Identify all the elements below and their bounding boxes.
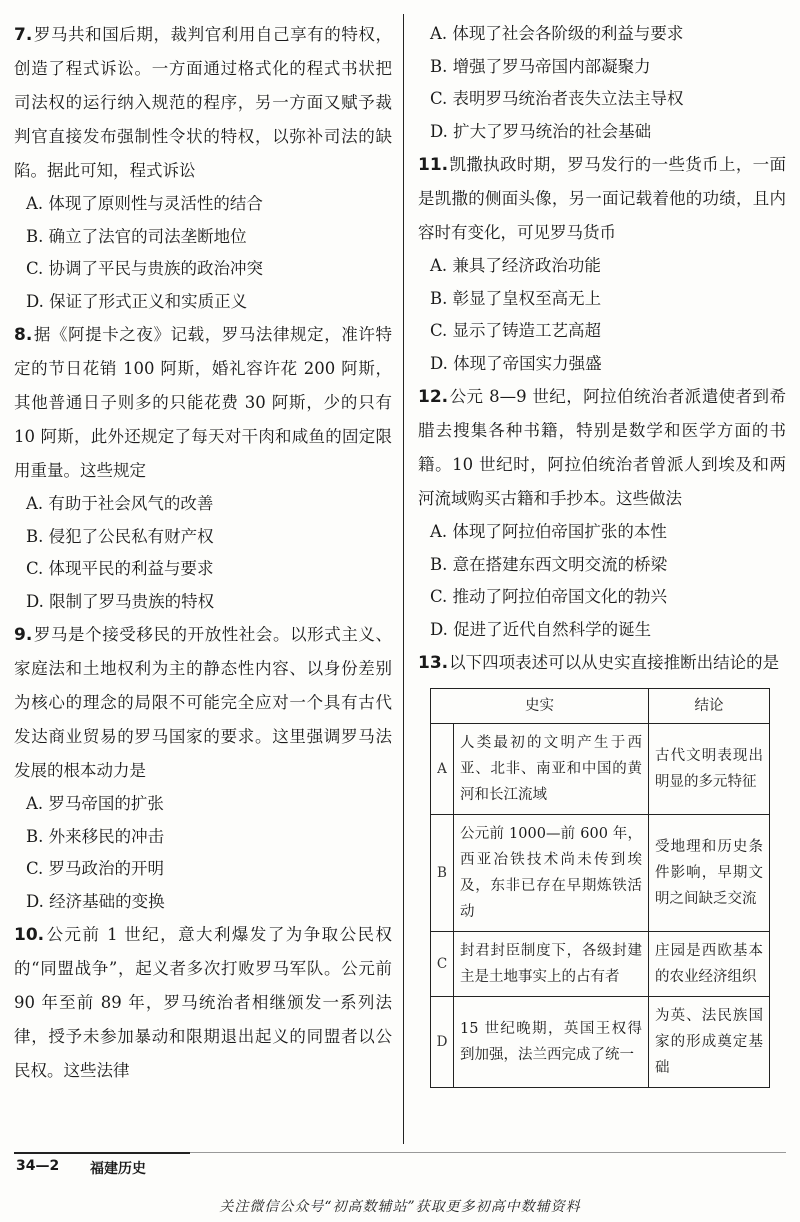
row-fact: 封君封臣制度下，各级封建主是土地事实上的占有者 (454, 932, 649, 997)
option-d[interactable]: D. 保证了形式正义和实质正义 (26, 291, 248, 311)
question-number: 12. (418, 387, 449, 407)
row-letter: D (431, 997, 454, 1088)
option-b[interactable]: B. 侵犯了公民私有财产权 (26, 526, 214, 546)
question-stem: 7.罗马共和国后期，裁判官利用自己享有的特权，创造了程式诉讼。一方面通过格式化的程式书状把司法权的运行纳入规范的程序，另一方面又赋予裁判官直接发布强制性令状的特权，以弥补司法的缺陷。据此可知，程式诉讼 (14, 25, 392, 180)
option-c[interactable]: C. 推动了阿拉伯帝国文化的勃兴 (430, 587, 668, 606)
option-d[interactable]: D. 促进了近代自然科学的诞生 (430, 619, 652, 639)
option-a[interactable]: A. 体现了社会各阶级的利益与要求 (430, 24, 684, 43)
question-13 (418, 646, 786, 1088)
question-number: 7. (14, 25, 33, 45)
row-conclusion: 为英、法民族国家的形成奠定基础 (649, 997, 770, 1088)
facts-table (430, 688, 770, 1088)
option-d[interactable]: D. 限制了罗马贵族的特权 (26, 591, 215, 611)
row-letter: B (431, 815, 454, 932)
row-conclusion: 受地理和历史条件影响，早期文明之间缺乏交流 (649, 815, 770, 932)
option-b[interactable]: B. 增强了罗马帝国内部凝聚力 (430, 56, 651, 76)
option-b[interactable]: B. 彰显了皇权至高无上 (430, 288, 602, 308)
option-b[interactable]: B. 确立了法官的司法垄断地位 (26, 226, 247, 246)
table-header-row (431, 689, 770, 724)
option-d[interactable]: D. 经济基础的变换 (26, 891, 165, 911)
option-d[interactable]: D. 扩大了罗马统治的社会基础 (430, 121, 652, 141)
option-a[interactable]: A. 兼具了经济政治功能 (430, 256, 601, 275)
question-stem: 8.据《阿提卡之夜》记载，罗马法律规定，准许特定的节日花销 100 阿斯，婚礼容许花 200 阿斯，其他普通日子则多的只能花费 30 阿斯，少的只有 10 阿斯，此外还规定了每天对干肉和咸鱼的固定限用重量。这些规定 (14, 325, 392, 480)
option-c[interactable]: C. 表明罗马统治者丧失立法主导权 (430, 89, 684, 108)
option-a[interactable]: A. 有助于社会风气的改善 (26, 494, 214, 513)
option-b[interactable]: B. 意在搭建东西文明交流的桥梁 (430, 554, 668, 574)
table-row[interactable] (431, 815, 770, 932)
option-c[interactable]: C. 协调了平民与贵族的政治冲突 (26, 259, 264, 278)
page-number: 34—2 (16, 1158, 60, 1174)
row-fact: 人类最初的文明产生于西亚、北非、南亚和中国的黄河和长江流域 (454, 724, 649, 815)
right-column (418, 18, 786, 1088)
option-c[interactable]: C. 罗马政治的开明 (26, 859, 165, 878)
question-11 (418, 148, 786, 380)
header-conclusion: 结论 (649, 689, 770, 724)
question-stem: 10.公元前 1 世纪，意大利爆发了为争取公民权的“同盟战争”，起义者多次打败罗马军队。公元前 90 年至前 89 年，罗马统治者相继颁发一系列法律，授予未参加暴动和限期退出起义的同盟者以公民权。这些法律 (14, 925, 392, 1080)
question-stem: 12.公元 8—9 世纪，阿拉伯统治者派遣使者到希腊去搜集各种书籍，特别是数学和医学方面的书籍。10 世纪时，阿拉伯统治者曾派人到埃及和两河流域购买古籍和手抄本。这些做法 (418, 387, 786, 508)
question-stem: 9.罗马是个接受移民的开放性社会。以形式主义、家庭法和土地权利为主的静态性内容、以身份差别为核心的理念的局限不可能完全应对一个具有古代发达商业贸易的罗马国家的要求。这里强调罗马法发展的根本动力是 (14, 625, 392, 780)
question-8 (14, 318, 392, 618)
question-7 (14, 18, 392, 318)
header-fact: 史实 (431, 689, 649, 724)
option-d[interactable]: D. 体现了帝国实力强盛 (430, 353, 602, 373)
table-row[interactable] (431, 932, 770, 997)
question-10 (14, 918, 392, 1088)
option-c[interactable]: C. 体现平民的利益与要求 (26, 559, 214, 578)
footer-rule-thin (190, 1152, 786, 1153)
row-letter: A (431, 724, 454, 815)
row-conclusion: 古代文明表现出明显的多元特征 (649, 724, 770, 815)
question-number: 8. (14, 325, 33, 345)
question-9 (14, 618, 392, 918)
question-number: 13. (418, 653, 449, 673)
question-number: 11. (418, 155, 449, 175)
option-a[interactable]: A. 罗马帝国的扩张 (26, 794, 164, 813)
row-fact: 公元前 1000—前 600 年，西亚冶铁技术尚未传到埃及，东非已存在早期炼铁活动 (454, 815, 649, 932)
left-column (14, 18, 392, 1088)
option-c[interactable]: C. 显示了铸造工艺高超 (430, 321, 602, 340)
question-stem: 11.凯撒执政时期，罗马发行的一些货币上，一面是凯撒的侧面头像，另一面记载着他的功绩，且内容时有变化，可见罗马货币 (418, 155, 786, 242)
question-12 (418, 380, 786, 646)
question-number: 10. (14, 925, 45, 945)
table-row[interactable] (431, 997, 770, 1088)
row-letter: C (431, 932, 454, 997)
column-divider (403, 14, 404, 1144)
question-stem: 13.以下四项表述可以从史实直接推断出结论的是 (418, 653, 780, 673)
footer-notice: 关注微信公众号“初高数辅站”获取更多初高中数辅资料 (219, 1199, 581, 1215)
question-number: 9. (14, 625, 33, 645)
row-fact: 15 世纪晚期，英国王权得到加强，法兰西完成了统一 (454, 997, 649, 1088)
option-b[interactable]: B. 外来移民的冲击 (26, 826, 165, 846)
question-10-options (418, 18, 786, 148)
option-a[interactable]: A. 体现了原则性与灵活性的结合 (26, 194, 263, 213)
row-conclusion: 庄园是西欧基本的农业经济组织 (649, 932, 770, 997)
option-a[interactable]: A. 体现了阿拉伯帝国扩张的本性 (430, 522, 667, 541)
table-row[interactable] (431, 724, 770, 815)
footer-rule (14, 1152, 190, 1154)
book-title: 福建历史 (90, 1161, 146, 1177)
